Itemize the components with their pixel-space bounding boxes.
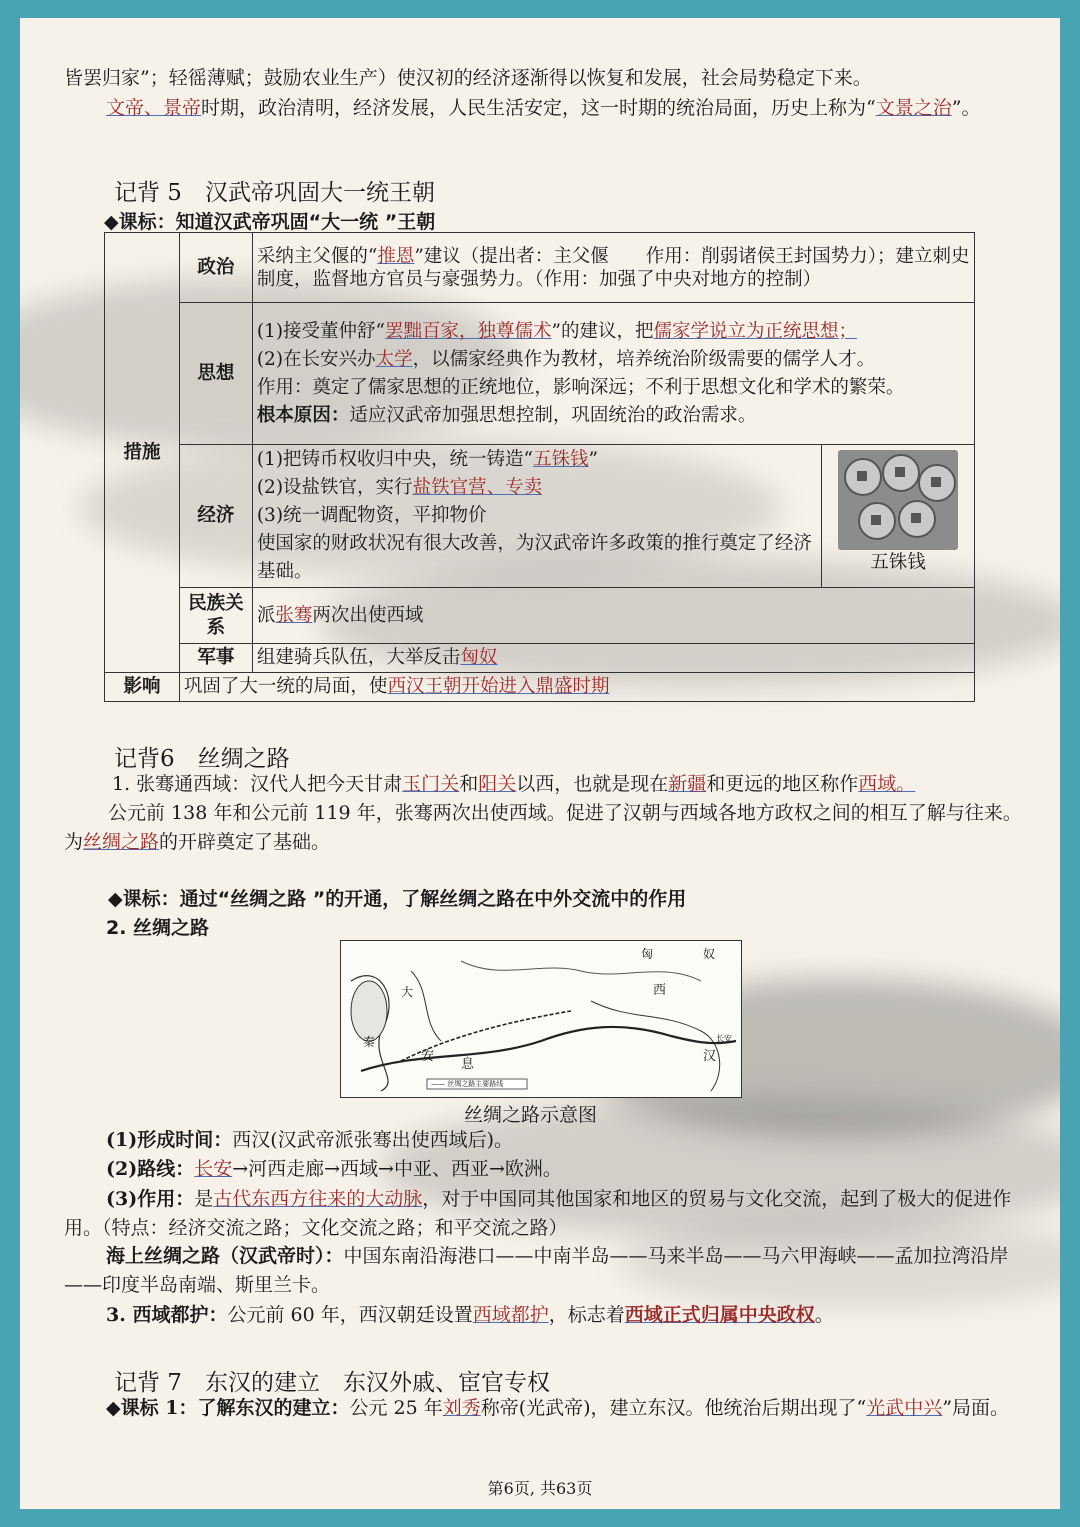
label: (3)作用： (106, 1188, 195, 1210)
term: 太学 (375, 348, 413, 370)
silk-road-heading: 2. 丝绸之路 (106, 917, 210, 939)
text: 采纳主父偃的“ (256, 245, 378, 267)
section-7-title: 记背 7 东汉的建立 东汉外戚、宦官专权 (114, 1370, 550, 1396)
ethnic-label: 民族关系 (179, 588, 252, 644)
coin (844, 458, 882, 496)
zhangqian-paragraph-2 (64, 799, 1024, 857)
formation-time (106, 1126, 1036, 1155)
coin-cell (822, 445, 975, 588)
text: 派 (256, 604, 276, 626)
text: ，标志着 (548, 1304, 625, 1326)
text: 公元前 138 年和公元前 119 年，张骞两次出使西域。促进了汉朝与西域各地方政权之间的相互了解与往来。为 (64, 802, 1022, 853)
politics-label: 政治 (179, 233, 252, 303)
silk-road-map-drawing (341, 941, 741, 1097)
term: 西域都护 (472, 1304, 549, 1326)
coin (918, 464, 956, 502)
text: (2)在长安兴办 (256, 348, 376, 370)
map-legend: —— 丝绸之路主要路线 (431, 1080, 504, 1088)
term: 新疆 (668, 773, 707, 795)
term: 西域。 (858, 773, 916, 795)
term: 丝绸之路 (83, 831, 160, 853)
measures-table (104, 232, 975, 702)
term: 西汉王朝开始进入鼎盛时期 (387, 676, 610, 697)
economy-effect: 使国家的财政状况有很大改善，为汉武帝许多政策的推行奠定了经济基础。 (256, 533, 812, 582)
page (20, 18, 1060, 1509)
text: ” (588, 449, 598, 470)
text: 以西，也就是现在 (516, 773, 669, 795)
economy-content (252, 445, 821, 588)
impact-content (179, 673, 974, 702)
map-label: 秦 (363, 1035, 376, 1049)
text: →河西走廊→西域→中亚、西亚→欧洲。 (232, 1158, 562, 1180)
text: (1)把铸币权收归中央，统一铸造“ (256, 449, 534, 470)
section-6-standard: ◆课标：通过“丝绸之路 ”的开通，了解丝绸之路在中外交流中的作用 (108, 888, 687, 910)
thought-item-2 (257, 346, 970, 374)
measures-label: 措施 (105, 233, 180, 673)
text: 是 (194, 1188, 214, 1210)
map-label: 奴 (703, 947, 716, 961)
map-label: 长安 (716, 1034, 732, 1043)
term: 景之治 (894, 97, 952, 119)
page-number: 第6页, 共63页 (487, 1479, 593, 1498)
map-label: 安 (421, 1049, 435, 1064)
text: 称帝(光武帝)，建立东汉。他统治后期出现了“ (480, 1397, 867, 1419)
text: ，以儒家经典作为教材，培养统治阶级需要的儒学人才。 (412, 348, 876, 370)
thought-reason (257, 402, 970, 430)
thought-effect: 作用：奠定了儒家思想的正统地位，影响深远；不利于思想文化和学术的繁荣。 (256, 376, 905, 398)
thought-item-1 (257, 318, 970, 346)
text: 巩固了大一统的局面，使 (183, 676, 388, 697)
route (106, 1155, 1036, 1184)
section-7-standard (64, 1394, 1024, 1423)
wuzhu-coins-image (838, 450, 958, 550)
text: 的开辟奠定了基础。 (159, 831, 331, 853)
intro-line-1: 皆罢归家”；轻徭薄赋；鼓励农业生产）使汉初的经济逐渐得以恢复和发展，社会局势稳定下来。 (64, 67, 872, 89)
text: 。 (814, 1304, 834, 1326)
term: 西域正式归属中央政权 (624, 1304, 815, 1326)
text: ，对于中国同其他国家和地区的贸易与文化交流，起到了极大的促进作用。（特点：经济交流之路；文化交流之路；和平交流之路） (64, 1188, 1012, 1239)
term: 五铢钱 (533, 449, 589, 470)
text: 两次出使西域 (312, 604, 424, 626)
term: 盐铁官营、专卖 (412, 477, 543, 498)
term: 中兴 (904, 1397, 943, 1419)
function (64, 1185, 1024, 1243)
text: 时期，政治清明，经济发展，人民生活安定，这一时期的统治局面，历史上称为“ (201, 97, 876, 119)
economy-label: 经济 (179, 445, 252, 588)
term: 长安 (194, 1158, 233, 1180)
text: 适应汉武帝加强思想控制，巩固统治的政治需求。 (349, 404, 757, 426)
silk-road-map (340, 940, 742, 1098)
map-label: 息 (461, 1057, 475, 1072)
zhangqian-paragraph (64, 770, 1024, 799)
term: 匈奴 (460, 647, 498, 668)
coin (898, 500, 936, 538)
term: 文 (875, 97, 895, 119)
coin (858, 502, 896, 540)
text: ”建议（提出者：主父偃 作用：削弱诸侯王封国势力）；建立刺史制度，监督地方官员与豪强势力。（作用：加强了中央对地方的控制） (256, 245, 970, 290)
thought-content (252, 303, 974, 445)
coin-caption: 五铢钱 (870, 552, 926, 573)
map-label: 匈 (641, 947, 654, 961)
section-5-standard: ◆课标：知道汉武帝巩固“大一统 ”王朝 (104, 211, 436, 233)
map-label: 大 (401, 985, 414, 999)
ethnic-content (252, 588, 974, 644)
map-label: 汉 (703, 1049, 717, 1064)
section-6-title: 记背6 丝绸之路 (114, 746, 290, 772)
term: 张骞 (275, 604, 313, 626)
western-regions-protectorate (106, 1301, 1036, 1330)
label: (2)路线： (106, 1158, 195, 1180)
economy-item-1 (257, 446, 817, 474)
thought-label: 思想 (179, 303, 252, 445)
map-label: 西 (653, 983, 667, 998)
text: ”的建议，把 (551, 320, 654, 342)
term: 古代东西方往来的大动脉 (213, 1188, 423, 1210)
term: 玉门关 (402, 773, 460, 795)
text: 和更远的地区称作 (706, 773, 859, 795)
term: 刘秀 (442, 1397, 481, 1419)
term: 阳关 (478, 773, 517, 795)
map-caption: 丝绸之路示意图 (464, 1104, 598, 1126)
label: ◆课标 1：了解东汉的建立： (106, 1397, 350, 1419)
text: ”局面。 (942, 1397, 1010, 1419)
section-5-title: 记背 5 汉武帝巩固大一统王朝 (114, 180, 435, 206)
maritime-silk-road (64, 1242, 1024, 1300)
text: 公元 25 年 (349, 1397, 443, 1419)
label: 根本原因： (256, 404, 350, 426)
text: ”。 (951, 97, 981, 119)
text: 和 (459, 773, 479, 795)
military-content (252, 644, 974, 673)
label: (1)形成时间： (106, 1129, 233, 1151)
text: 西汉(汉武帝派张骞出使西域后)。 (232, 1129, 514, 1151)
military-label: 军事 (179, 644, 252, 673)
intro-paragraph-2 (64, 94, 1024, 123)
impact-label: 影响 (105, 673, 180, 702)
text: 公元前 60 年，西汉朝廷设置 (227, 1304, 473, 1326)
term: 儒家学说立为正统思想； (653, 320, 858, 342)
coin (882, 454, 920, 492)
label: 3. 西域都护： (106, 1304, 228, 1326)
economy-item-2 (257, 474, 817, 502)
text: 组建骑兵队伍，大举反击 (256, 647, 461, 668)
label: 海上丝绸之路（汉武帝时）： (106, 1245, 344, 1267)
text: 1. 张骞通西域：汉代人把今天甘肃 (112, 773, 403, 795)
text: (2)设盐铁官，实行 (256, 477, 413, 498)
politics-content (252, 233, 974, 303)
term: 推恩 (377, 245, 415, 267)
term: 罢黜百家，独尊儒术 (385, 320, 552, 342)
term: 光武 (866, 1397, 905, 1419)
text: (1)接受董仲舒“ (256, 320, 386, 342)
term: 文帝、景帝 (106, 97, 202, 119)
economy-item-3: (3)统一调配物资，平抑物价 (256, 505, 487, 526)
text: 中国东南沿海港口——中南半岛——马来半岛——马六甲海峡——孟加拉湾沿岸——印度半岛南端、斯里兰卡。 (64, 1245, 1009, 1296)
